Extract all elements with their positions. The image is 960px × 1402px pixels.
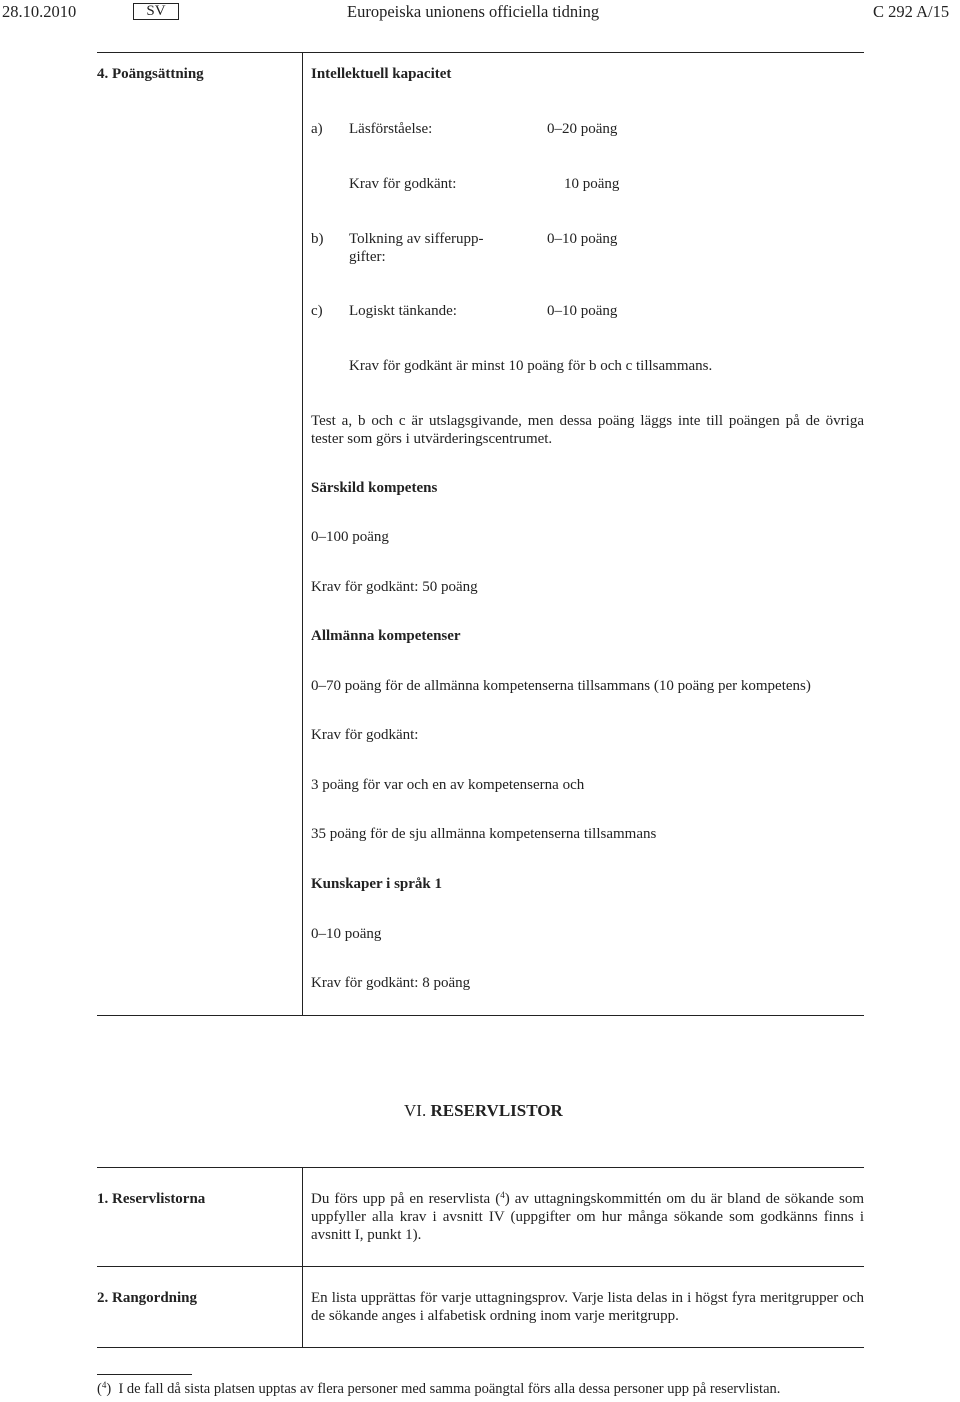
- table-bottom-rule: [97, 1015, 864, 1016]
- page-reference: C 292 A/15: [873, 2, 950, 21]
- general-competencies-pass-label: Krav för godkänt:: [311, 727, 419, 743]
- footnote: [97, 1380, 864, 1398]
- section-heading: [404, 1101, 563, 1121]
- item-label: Logiskt tänkande:: [349, 303, 457, 319]
- general-competencies-range: 0–70 poäng för de allmänna kompetenserna tillsammans (10 poäng per kompetens): [311, 678, 811, 694]
- specific-competence-title: Särskild kompetens: [311, 480, 438, 496]
- ranking-text: En lista upprättas för varje uttagningsprov. Varje lista delas in i högst fyra meritgrupper och de sökande anges i alfabetisk ordning inom varje meritgrupp.: [311, 1290, 864, 1324]
- language-knowledge-range: 0–10 poäng: [311, 926, 382, 942]
- specific-competence-range: 0–100 poäng: [311, 529, 389, 545]
- footnote-number: 4: [101, 1380, 107, 1390]
- pass-requirement-bc: Krav för godkänt är minst 10 poäng för b och c tillsammans.: [349, 358, 713, 374]
- reserve-table-column-rule: [302, 1168, 303, 1347]
- item-label-continued: gifter:: [349, 249, 386, 265]
- footnote-separator: [97, 1374, 192, 1375]
- intellectual-capacity-title: Intellektuell kapacitet: [311, 66, 452, 82]
- item-marker: b): [311, 231, 324, 247]
- specific-competence-pass: Krav för godkänt: 50 poäng: [311, 579, 478, 595]
- language-knowledge-pass: Krav för godkänt: 8 poäng: [311, 975, 471, 991]
- general-competencies-pass-total: 35 poäng för de sju allmänna kompetenserna tillsammans: [311, 826, 657, 842]
- reserve-table-top-rule: [97, 1167, 864, 1168]
- issue-date: 28.10.2010: [2, 2, 77, 21]
- item-points: 0–10 poäng: [547, 231, 618, 247]
- footnote-paren: (: [97, 1381, 102, 1397]
- section-number: VI.: [404, 1101, 427, 1120]
- reserve-table-bottom-rule: [97, 1347, 864, 1348]
- general-competencies-title: Allmänna kompetenser: [311, 628, 461, 644]
- table-top-rule: [97, 52, 864, 53]
- item-label: Krav för godkänt:: [349, 176, 457, 192]
- item-points: 10 poäng: [564, 176, 620, 192]
- section-title: RESERVLISTOR: [430, 1101, 563, 1120]
- text-part: ) av uttagningskommittén om du är bland de sökande som uppfyller alla krav i avsnitt IV (uppgifter om hur många sökande som godkänns finns i avsnitt I, punkt 1).: [311, 1191, 864, 1243]
- item-marker: c): [311, 303, 323, 319]
- scoring-heading: 4. Poängsättning: [97, 66, 204, 82]
- reserve-lists-text: [311, 1190, 864, 1244]
- journal-title: Europeiska unionens officiella tidning: [347, 2, 600, 21]
- language-knowledge-title: Kunskaper i språk 1: [311, 876, 443, 892]
- text-part: Du förs upp på en reservlista (: [311, 1191, 501, 1207]
- general-competencies-pass-each: 3 poäng för var och en av kompetenserna och: [311, 777, 585, 793]
- footnote-paren: ): [106, 1381, 112, 1397]
- footnote-reference[interactable]: 4: [500, 1190, 505, 1200]
- item-label: Läsförståelse:: [349, 121, 433, 137]
- item-label: Tolkning av sifferupp-: [349, 231, 484, 247]
- language-badge: SV: [133, 3, 179, 20]
- ranking-heading: 2. Rangordning: [97, 1290, 198, 1306]
- item-points: 0–20 poäng: [547, 121, 618, 137]
- eliminatory-note: Test a, b och c är utslagsgivande, men dessa poäng läggs inte till poängen på de övriga tester som görs i utvärderingscentrumet.: [311, 413, 864, 447]
- footnote-text: I de fall då sista platsen upptas av flera personer med samma poängtal förs alla dessa personer upp på reservlistan.: [118, 1381, 781, 1397]
- table-column-rule: [302, 53, 303, 1016]
- item-marker: a): [311, 121, 323, 137]
- reserve-lists-heading: 1. Reservlistorna: [97, 1191, 206, 1207]
- reserve-table-row-rule: [97, 1266, 864, 1267]
- item-points: 0–10 poäng: [547, 303, 618, 319]
